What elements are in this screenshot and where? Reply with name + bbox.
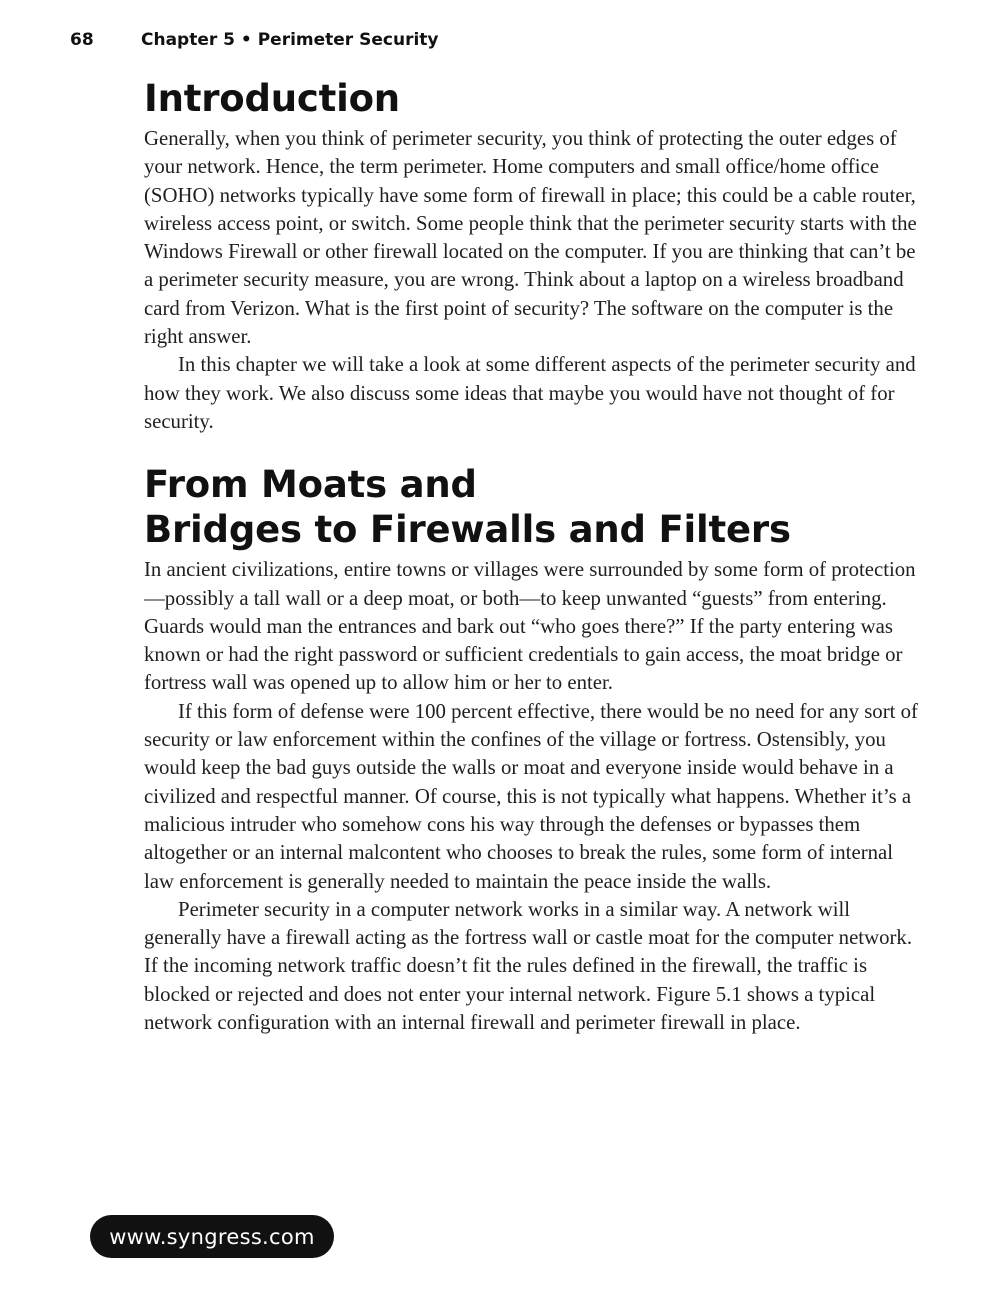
section-heading-moats bbox=[144, 462, 926, 552]
paragraph: In ancient civilizations, entire towns or villages were surrounded by some form of protection—possibly a tall wall or a deep moat, or both—to keep unwanted “guests” from entering. Guards would man the entrances and bark out “who goes there?” If the party entering was known or had the right password or sufficient credentials to gain access, the moat bridge or fortress wall was opened up to allow him or her to enter. bbox=[144, 558, 916, 695]
paragraph: Perimeter security in a computer network works in a similar way. A network will generally have a firewall acting as the fortress wall or castle moat for the computer network. If the incoming network traffic doesn’t fit the rules defined in the firewall, the traffic is blocked or rejected and does not enter your internal network. Figure 5.1 shows a typical network configuration with an internal firewall and perimeter firewall in place. bbox=[144, 897, 913, 1035]
footer-url-badge bbox=[90, 1215, 334, 1258]
chapter-title: Chapter 5 • Perimeter Security bbox=[141, 30, 439, 50]
heading-line: Bridges to Firewalls and Filters bbox=[144, 508, 791, 552]
page-number: 68 bbox=[70, 30, 94, 50]
paragraph: In this chapter we will take a look at some different aspects of the perimeter security and how they work. We also discuss some ideas that maybe you would have not thought of for security. bbox=[144, 353, 916, 433]
heading-line: From Moats and bbox=[144, 463, 477, 507]
running-header bbox=[70, 30, 438, 50]
paragraph: If this form of defense were 100 percent effective, there would be no need for any sort of security or law enforcement within the confines of the village or fortress. Ostensibly, you would keep the bad guys outside the walls or moat and everyone inside would behave in a civilized and respectful manner. Of course, this is not typically what happens. Whether it’s a malicious intruder who somehow cons his way through the defenses or bypasses them altogether or an internal malcontent who chooses to break the rules, some form of internal law enforcement is generally needed to maintain the peace inside the walls. bbox=[144, 699, 918, 893]
page-content bbox=[144, 76, 926, 1037]
paragraph: Generally, when you think of perimeter security, you think of protecting the outer edges of your network. Hence, the term perimeter. Home computers and small office/home office (SOHO) networks typically have some form of firewall in place; this could be a cable router, wireless access point, or switch. Some people think that the perimeter security starts with the Windows Firewall or other firewall located on the computer. If you are thinking that can’t be a perimeter security measure, you are wrong. Think about a laptop on a wireless broadband card from Verizon. What is the first point of security? The software on the computer is the right answer. bbox=[144, 127, 917, 349]
section-heading-introduction: Introduction bbox=[144, 77, 400, 120]
footer-url: www.syngress.com bbox=[109, 1224, 315, 1249]
